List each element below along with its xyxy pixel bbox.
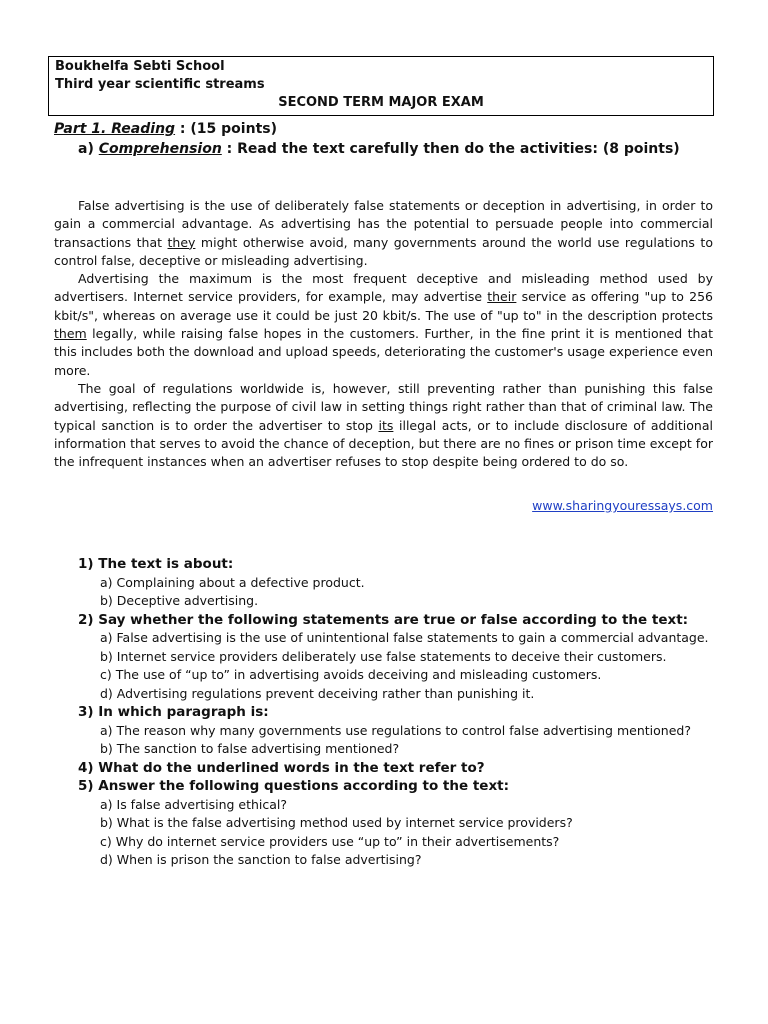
question-4: 4) What do the underlined words in the text refer to? [78,759,485,776]
question-1: 1) The text is about: [78,556,234,572]
comprehension-prefix: a) [78,141,99,157]
paragraph-2-text-c: legally, while raising false hopes in the customers. Further, in the fine print it is mentioned that this includes both the download and upload speeds, deteriorating the customer's usage experience even more. [54,326,713,378]
question-2-option: d) Advertising regulations prevent deceiving rather than punishing it. [100,685,535,701]
question-5-option: d) When is prison the sanction to false advertising? [100,852,422,867]
underlined-word-its: its [378,417,394,433]
question-2: 2) Say whether the following statements are true or false according to the text: [78,611,689,628]
question-5-option: b) What is the false advertising method used by internet service providers? [100,815,573,830]
underlined-word-they: they [167,234,196,250]
paragraph-1 [54,197,713,270]
paragraph-3-text-a: The goal of regulations worldwide is, however, still preventing rather than punishing this false advertising, reflecting the purpose of civil law in setting things right rather than that of criminal law. The typical sanction is to order the advertiser to stop [54,380,713,433]
school-name: Boukhelfa Sebti School [55,59,225,74]
underlined-word-them: them [54,326,87,342]
question-3: 3) In which paragraph is: [78,704,269,720]
underlined-word-their: their [487,289,517,305]
exam-title: SECOND TERM MAJOR EXAM [278,95,484,110]
paragraph-3-text-b: illegal acts, or to include disclosure of additional information that serves to avoid the chance of deception, but there are no fines or prison time except for the infrequent instances when an advertiser refuses to stop despite being ordered to do so. [54,417,713,470]
paragraph-2 [54,270,713,380]
paragraph-1-text-b: might otherwise avoid, many governments around the world use regulations to control false, deceptive or misleading advertising. [54,234,713,268]
question-1-option: a) Complaining about a defective product. [100,574,365,590]
question-5-option: c) Why do internet service providers use “up to” in their advertisements? [100,833,560,849]
source-link[interactable]: www.sharingyouressays.com [532,498,713,513]
comprehension-label: Comprehension [98,141,222,157]
comprehension-instruction: : Read the text carefully then do the activities: (8 points) [221,141,680,157]
question-3-option: b) The sanction to false advertising mentioned? [100,741,400,756]
part-heading [54,120,277,138]
part-points: : (15 points) [175,121,277,137]
paragraph-2-text-b: service as offering "up to 256 kbit/s", whereas on average use it could be just 20 kbit/s. The use of "up to" in the description protects [54,289,713,323]
paragraph-2-text-a: Advertising the maximum is the most frequent deceptive and misleading method used by advertisers. Internet service providers, for example, may advertise [54,271,713,305]
stream-name: Third year scientific streams [55,77,265,92]
question-2-option: b) Internet service providers deliberately use false statements to deceive their customers. [100,648,667,664]
question-2-option: a) False advertising is the use of unintentional false statements to gain a commercial advantage. [100,630,709,645]
question-2-option: c) The use of “up to” in advertising avoids deceiving and misleading customers. [100,667,602,682]
paragraph-1-text-a: False advertising is the use of deliberately false statements or deception in advertising, in order to gain a commercial advantage. As advertising has the potential to persuade people into commercial transactions that [54,198,713,250]
paragraph-3 [54,380,713,471]
question-3-option: a) The reason why many governments use regulations to control false advertising mentioned? [100,722,691,738]
questions-list [78,555,718,870]
part-label: Part 1. Reading [54,121,176,137]
question-5-option: a) Is false advertising ethical? [100,796,288,812]
question-5: 5) Answer the following questions according to the text: [78,778,510,794]
exam-header-box [48,56,714,116]
comprehension-heading [78,140,680,158]
reading-passage [54,197,713,471]
question-1-option: b) Deceptive advertising. [100,593,259,608]
